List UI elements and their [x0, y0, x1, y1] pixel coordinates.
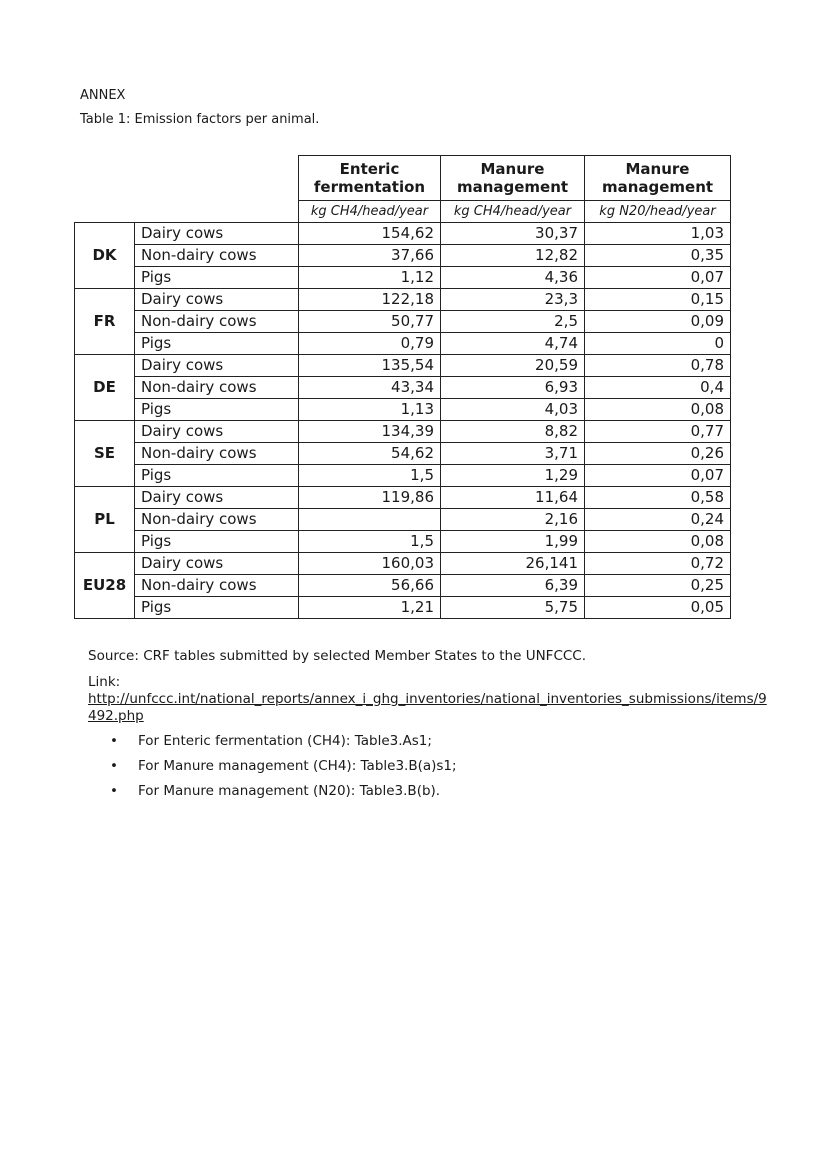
emission-value-cell: 122,18: [299, 288, 441, 310]
emission-value-cell: 0,07: [585, 266, 731, 288]
table-row: [75, 244, 731, 266]
column-unit: kg CH4/head/year: [299, 201, 441, 223]
column-header: Manure management: [441, 156, 585, 201]
table-row: [75, 486, 731, 508]
table-row: [75, 310, 731, 332]
column-header: Enteric fermentation: [299, 156, 441, 201]
emission-value-cell: 56,66: [299, 574, 441, 596]
animal-category-cell: Dairy cows: [135, 288, 299, 310]
emission-value-cell: 1,03: [585, 222, 731, 244]
emission-value-cell: 26,141: [441, 552, 585, 574]
emission-value-cell: 0,24: [585, 508, 731, 530]
emission-value-cell: 4,03: [441, 398, 585, 420]
animal-category-cell: Dairy cows: [135, 552, 299, 574]
emission-value-cell: 134,39: [299, 420, 441, 442]
animal-category-cell: Pigs: [135, 398, 299, 420]
animal-category-cell: Non-dairy cows: [135, 508, 299, 530]
list-item-text: For Enteric fermentation (CH4): Table3.As1;: [138, 733, 432, 749]
emission-value-cell: 2,16: [441, 508, 585, 530]
emission-value-cell: 135,54: [299, 354, 441, 376]
table-row: [75, 530, 731, 552]
animal-category-cell: Pigs: [135, 464, 299, 486]
column-header: Manure management: [585, 156, 731, 201]
source-note: Source: CRF tables submitted by selected Member States to the UNFCCC.: [88, 648, 587, 664]
table-row: [75, 574, 731, 596]
animal-category-cell: Dairy cows: [135, 222, 299, 244]
emission-value-cell: 1,5: [299, 530, 441, 552]
emission-value-cell: 0,07: [585, 464, 731, 486]
emission-value-cell: 0,25: [585, 574, 731, 596]
country-code-cell: SE: [75, 420, 135, 486]
bullet-icon: •: [110, 758, 118, 774]
animal-category-cell: Dairy cows: [135, 420, 299, 442]
emission-value-cell: 0,08: [585, 398, 731, 420]
country-code-cell: DE: [75, 354, 135, 420]
emission-value-cell: 23,3: [441, 288, 585, 310]
table-row: [75, 596, 731, 618]
table-caption: Table 1: Emission factors per animal.: [80, 112, 320, 127]
emission-value-cell: 1,13: [299, 398, 441, 420]
animal-category-cell: Non-dairy cows: [135, 376, 299, 398]
animal-category-cell: Pigs: [135, 266, 299, 288]
country-code-cell: DK: [75, 222, 135, 288]
emission-value-cell: 3,71: [441, 442, 585, 464]
units-spacer: [75, 201, 299, 223]
annex-label: ANNEX: [80, 88, 126, 103]
country-code-cell: FR: [75, 288, 135, 354]
emission-value-cell: 0,79: [299, 332, 441, 354]
country-code-cell: PL: [75, 486, 135, 552]
emission-value-cell: 11,64: [441, 486, 585, 508]
emission-value-cell: 0,35: [585, 244, 731, 266]
header-spacer: [75, 156, 299, 201]
animal-category-cell: Dairy cows: [135, 354, 299, 376]
table-row: [75, 552, 731, 574]
emission-value-cell: 0: [585, 332, 731, 354]
table-row: [75, 420, 731, 442]
bullet-icon: •: [110, 783, 118, 799]
list-item: [110, 755, 457, 780]
animal-category-cell: Pigs: [135, 530, 299, 552]
animal-category-cell: Non-dairy cows: [135, 574, 299, 596]
emission-value-cell: 2,5: [441, 310, 585, 332]
country-code-cell: EU28: [75, 552, 135, 618]
emission-value-cell: 6,93: [441, 376, 585, 398]
emission-value-cell: 8,82: [441, 420, 585, 442]
emission-factors-table: [74, 155, 731, 619]
list-item: [110, 780, 457, 805]
emission-value-cell: 1,29: [441, 464, 585, 486]
animal-category-cell: Dairy cows: [135, 486, 299, 508]
emission-value-cell: 1,5: [299, 464, 441, 486]
emission-value-cell: 119,86: [299, 486, 441, 508]
emission-value-cell: 50,77: [299, 310, 441, 332]
list-item: [110, 730, 457, 755]
table-row: [75, 354, 731, 376]
emission-value-cell: 1,21: [299, 596, 441, 618]
table-row: [75, 464, 731, 486]
emission-value-cell: 37,66: [299, 244, 441, 266]
emission-value-cell: 30,37: [441, 222, 585, 244]
animal-category-cell: Non-dairy cows: [135, 310, 299, 332]
table-row: [75, 222, 731, 244]
animal-category-cell: Pigs: [135, 596, 299, 618]
animal-category-cell: Non-dairy cows: [135, 244, 299, 266]
table-row: [75, 376, 731, 398]
emission-value-cell: 54,62: [299, 442, 441, 464]
emission-value-cell: 5,75: [441, 596, 585, 618]
emission-value-cell: 6,39: [441, 574, 585, 596]
emission-value-cell: 154,62: [299, 222, 441, 244]
table-units-row: [75, 201, 731, 223]
emission-value-cell: 0,77: [585, 420, 731, 442]
emission-value-cell: 0,72: [585, 552, 731, 574]
emission-value-cell: 43,34: [299, 376, 441, 398]
bullet-icon: •: [110, 733, 118, 749]
animal-category-cell: Pigs: [135, 332, 299, 354]
emission-value-cell: 0,58: [585, 486, 731, 508]
emission-value-cell: 160,03: [299, 552, 441, 574]
animal-category-cell: Non-dairy cows: [135, 442, 299, 464]
column-unit: kg CH4/head/year: [441, 201, 585, 223]
emission-value-cell: 0,78: [585, 354, 731, 376]
emission-value-cell: [299, 508, 441, 530]
emission-value-cell: 12,82: [441, 244, 585, 266]
table-reference-list: [110, 730, 457, 805]
emission-value-cell: 4,36: [441, 266, 585, 288]
emission-value-cell: 0,26: [585, 442, 731, 464]
list-item-text: For Manure management (CH4): Table3.B(a)s1;: [138, 758, 457, 774]
table-body: [75, 222, 731, 618]
emission-value-cell: 1,99: [441, 530, 585, 552]
table-header-row: [75, 156, 731, 201]
table-row: [75, 398, 731, 420]
table-row: [75, 288, 731, 310]
emission-value-cell: 0,08: [585, 530, 731, 552]
column-unit: kg N20/head/year: [585, 201, 731, 223]
emission-value-cell: 0,4: [585, 376, 731, 398]
link-label: Link:: [88, 674, 121, 690]
emission-value-cell: 4,74: [441, 332, 585, 354]
emission-value-cell: 0,09: [585, 310, 731, 332]
source-link[interactable]: http://unfccc.int/national_reports/annex_i_ghg_inventories/national_inventories_submissions/items/9492.php: [88, 691, 767, 724]
list-item-text: For Manure management (N20): Table3.B(b).: [138, 783, 441, 799]
table-row: [75, 332, 731, 354]
emission-value-cell: 20,59: [441, 354, 585, 376]
emission-value-cell: 1,12: [299, 266, 441, 288]
emission-value-cell: 0,05: [585, 596, 731, 618]
emission-value-cell: 0,15: [585, 288, 731, 310]
table-row: [75, 508, 731, 530]
table-row: [75, 442, 731, 464]
table-row: [75, 266, 731, 288]
